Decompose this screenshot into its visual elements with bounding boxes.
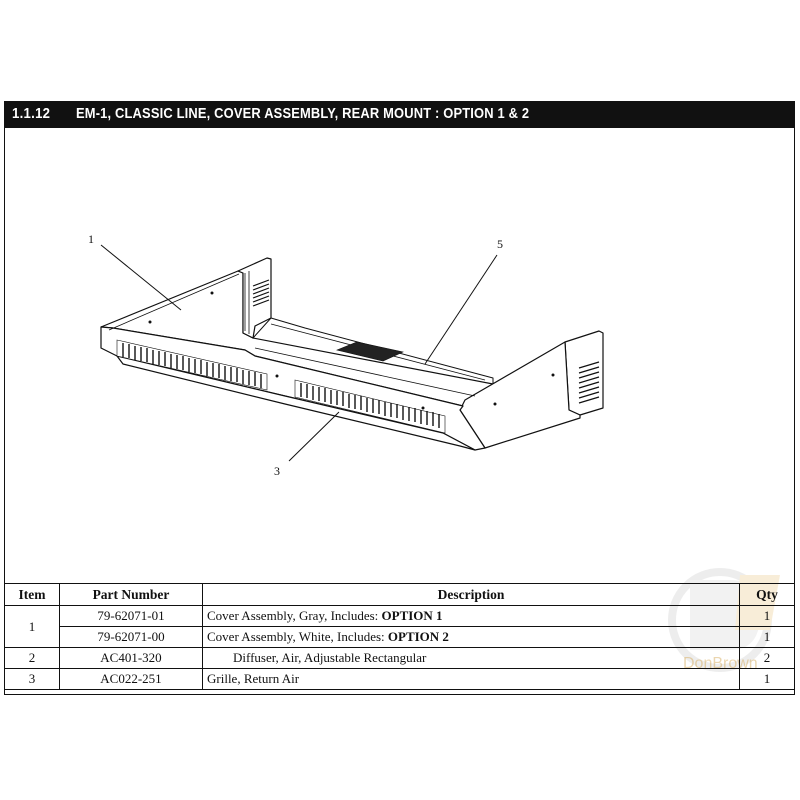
header-part-number: Part Number (60, 584, 203, 606)
table-row (5, 648, 795, 669)
cover-assembly-drawing (5, 128, 794, 582)
watermark-text: DonBrown (683, 655, 758, 672)
callout-3: 3 (274, 464, 280, 478)
row-description-text: Cover Assembly, White, Includes: (207, 629, 388, 644)
row-option: OPTION 2 (387, 629, 449, 644)
section-header (4, 101, 795, 128)
section-title: EM-1, CLASSIC LINE, COVER ASSEMBLY, REAR MOUNT : OPTION 1 & 2 (76, 105, 530, 122)
table-row (5, 606, 795, 627)
row-description (203, 606, 740, 627)
row-qty: 1 (740, 669, 795, 690)
row-description: Grille, Return Air (203, 669, 740, 690)
parts-table (4, 583, 795, 690)
row-description: Diffuser, Air, Adjustable Rectangular (203, 648, 740, 669)
row-option: OPTION 1 (381, 608, 443, 623)
row-qty: 1 (740, 627, 795, 648)
callout-5: 5 (497, 237, 503, 251)
row-part-number: AC401-320 (60, 648, 203, 669)
row-qty: 2 (740, 648, 795, 669)
row-part-number: 79-62071-00 (60, 627, 203, 648)
row-item: 1 (5, 606, 60, 648)
row-item: 3 (5, 669, 60, 690)
row-part-number: AC022-251 (60, 669, 203, 690)
row-qty: 1 (740, 606, 795, 627)
row-item: 2 (5, 648, 60, 669)
header-item: Item (5, 584, 60, 606)
row-description (203, 627, 740, 648)
callout-1: 1 (88, 232, 94, 246)
table-header-row (5, 584, 795, 606)
row-description-text: Cover Assembly, Gray, Includes: (207, 608, 382, 623)
table-row (5, 627, 795, 648)
header-qty: Qty (740, 584, 795, 606)
section-number: 1.1.12 (12, 105, 51, 122)
header-description: Description (203, 584, 740, 606)
table-row (5, 669, 795, 690)
row-part-number: 79-62071-01 (60, 606, 203, 627)
